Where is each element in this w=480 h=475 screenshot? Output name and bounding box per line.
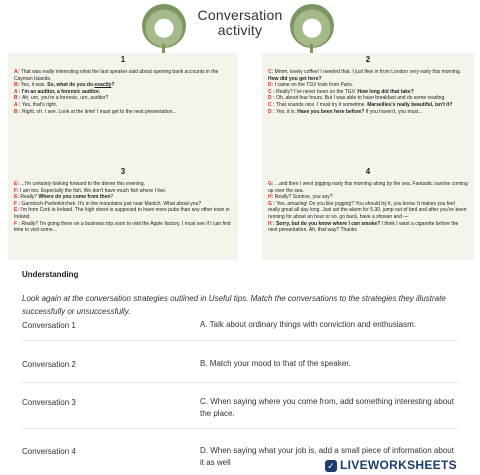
dialogue-line xyxy=(14,207,232,220)
dialogue-text: Ah, urn, you're a forensic, urn, auditor? xyxy=(22,95,109,102)
conversation-label-3[interactable]: Conversation 3 xyxy=(22,398,76,407)
speaker-label: B : xyxy=(14,108,23,115)
dialogue-line xyxy=(268,82,468,89)
speaker-label: H : xyxy=(268,220,277,227)
speaker-label: G: xyxy=(268,181,275,187)
dialogue-line xyxy=(14,102,232,109)
dialogue-line xyxy=(268,109,468,116)
dialogue-text: I'm an auditor, a forensic auditor. xyxy=(21,88,101,95)
dialogue-text: Yes, it was. xyxy=(20,82,48,89)
panel-number: 4 xyxy=(365,167,371,176)
strategy-c[interactable]: C. When saying where you come from, add something interesting about the place. xyxy=(200,397,454,418)
dialogue-text: How did you get here? xyxy=(268,75,322,82)
dialogue-line xyxy=(14,69,232,82)
dialogue-text: Oh, about four hours. But I was able to have breakfast and do some reading. xyxy=(276,95,446,102)
speaker-label: F: xyxy=(14,187,21,194)
dialogue-text: Have you been here before? xyxy=(297,108,365,115)
speaker-label: E: xyxy=(14,181,21,187)
dialogue-text: Yes, amazing! Do you like jogging? You should try it, you know. It makes you feel really great all day long. Just set the alarm for 5.30, jump out of bed and after you've been running for about an hour or so, go back, have a shower and — xyxy=(268,200,467,220)
speaker-label: B: xyxy=(14,82,21,89)
dialogue-lines xyxy=(14,181,232,234)
speaker-label: C : xyxy=(268,88,277,95)
dialogue-text: I came on the TGV train from Paris. xyxy=(274,82,354,89)
speaker-label: D : xyxy=(268,95,277,102)
row-divider xyxy=(22,382,458,383)
header xyxy=(140,0,340,55)
speaker-label: D: xyxy=(268,82,275,89)
dialogue-text: Really? I've never been on the TGV. xyxy=(276,88,358,95)
dialogue-text: That was really interesting what the last speaker said about opening bank accounts in the Cayman Islands. xyxy=(14,69,219,82)
speaker-label: D : xyxy=(268,108,277,115)
conversation-label-1[interactable]: Conversation 1 xyxy=(22,321,76,330)
speaker-label: B : xyxy=(14,95,23,102)
dialogue-text: I think I want a cigarette before the next presentation. Ah, that way? Thanks xyxy=(268,220,459,234)
dialogue-line xyxy=(14,201,232,208)
dialogue-text: Really? Sunrise, you say? xyxy=(274,194,333,201)
panel-number: 3 xyxy=(120,167,126,176)
logo-badge-icon: ✓ xyxy=(325,460,337,472)
speaker-label: E: xyxy=(14,194,21,201)
speaker-label: E: xyxy=(14,207,21,214)
conversation-panel-2 xyxy=(262,53,474,168)
dialogue-line xyxy=(268,102,468,109)
conversation-label-4[interactable]: Conversation 4 xyxy=(22,447,76,456)
dialogue-text: Right, oh. I see. Look at the time! I must get to the next presentation... xyxy=(22,108,177,115)
dialogue-text: ...and then I went jogging early this morning along by the sea. Fantastic sunrise coming up over the sea. xyxy=(268,181,468,194)
row-divider xyxy=(22,340,458,341)
title-line-1: Conversation xyxy=(197,7,283,23)
dialogue-line xyxy=(14,181,232,188)
dialogue-line xyxy=(14,82,232,89)
row-divider xyxy=(22,428,458,429)
speaker-label: F : xyxy=(14,220,22,227)
instructions-text: Look again at the conversation strategies outlined in Useful tips. Match the conversations to the strategies they illustrate successfully or unsuccessfully. xyxy=(22,294,446,316)
dialogue-line xyxy=(14,221,232,234)
dialogue-text: Really? xyxy=(20,194,39,201)
dialogue-text: ? xyxy=(111,82,115,89)
dialogue-line xyxy=(14,109,232,116)
dialogue-text: Yes, it is. xyxy=(276,108,298,115)
panel-number: 1 xyxy=(120,55,126,64)
section-heading: Understanding xyxy=(22,270,79,279)
dialogue-line xyxy=(268,181,468,194)
dialogue-text: ...I'm certainly looking forward to the dinner this evening. xyxy=(20,181,146,187)
speaker-label: F : xyxy=(14,200,22,207)
dialogue-text: Yes, that's right. xyxy=(21,101,58,108)
dialogue-line xyxy=(268,201,468,221)
conversation-panel-4 xyxy=(262,165,474,260)
dialogue-text: Really? I'm going there on a business trip soon to visit the Apple factory. I must see if I can find time to visit some... xyxy=(14,220,231,234)
dialogue-line xyxy=(268,194,468,201)
strategy-d[interactable]: D. When saying what your job is, add a small piece of information about it as well xyxy=(200,446,454,467)
dialogue-text: Sorry, but do you know where I can smoke? xyxy=(276,220,381,227)
strategy-a[interactable]: A. Talk about ordinary things with conviction and enthusiasm. xyxy=(200,320,416,329)
dialogue-line xyxy=(268,89,468,96)
dialogue-line xyxy=(268,69,468,82)
dialogue-line xyxy=(268,221,468,234)
dialogue-text: ? xyxy=(110,194,114,201)
dialogue-text: How long did that take? xyxy=(357,88,414,95)
speaker-label: C : xyxy=(268,101,277,108)
dialogue-text: I am too. Especially the fish. We don't have much fish where I live. xyxy=(20,187,167,194)
speaker-label: A : xyxy=(14,101,22,108)
speaker-label: A: xyxy=(14,69,21,75)
dialogue-lines xyxy=(268,181,468,234)
dialogue-text: Garmisch-Partenkirchen. It's in the mountains just near Munich. What about you? xyxy=(21,200,202,207)
panel-number: 2 xyxy=(365,55,371,64)
speaker-label: H: xyxy=(268,194,275,201)
title-line-2: activity xyxy=(217,22,263,38)
dialogue-text: Marseilles's really beautiful, isn't it? xyxy=(367,101,453,108)
dialogue-text: I'm from Cork in Ireland. The high street is supposed to have more pubs than any other town in Ireland. xyxy=(14,207,230,220)
dialogue-text: That sounds nice. I must try it sometime. xyxy=(276,101,368,108)
logo-text: LIVEWORKSHEETS xyxy=(340,458,457,472)
speaker-label: G : xyxy=(268,200,277,207)
dialogue-text: Mmm, lovely coffee! I needed that. I just flew in from London very early this morning. xyxy=(274,69,462,75)
dialogue-line xyxy=(14,95,232,102)
speaker-label: A : xyxy=(14,88,22,95)
dialogue-text: So, what do you do xyxy=(47,82,95,89)
conversation-panel-3 xyxy=(8,165,238,260)
dialogue-line xyxy=(14,188,232,195)
dialogue-lines xyxy=(268,69,468,115)
speaker-label: C: xyxy=(268,69,275,75)
dialogue-text: If you haven't, you must... xyxy=(364,108,423,115)
conversation-label-2[interactable]: Conversation 2 xyxy=(22,360,76,369)
conversation-panel-1 xyxy=(8,53,238,168)
strategy-b[interactable]: B. Match your mood to that of the speaker. xyxy=(200,359,351,368)
dialogue-line xyxy=(14,194,232,201)
dialogue-text: exactly xyxy=(94,82,112,89)
dialogue-line xyxy=(268,95,468,102)
dialogue-text: Where do you come from then xyxy=(38,194,111,201)
page-title xyxy=(180,8,300,38)
dialogue-line xyxy=(14,89,232,96)
liveworksheets-logo xyxy=(325,458,457,472)
dialogue-lines xyxy=(14,69,232,115)
